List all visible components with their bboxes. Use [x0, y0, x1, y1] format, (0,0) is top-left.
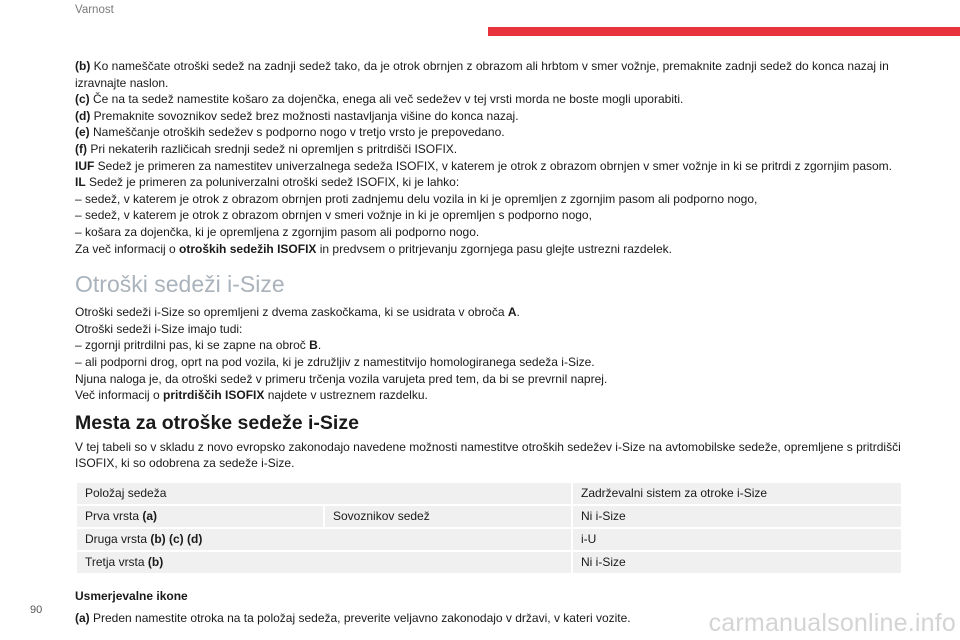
note-f: (f) Pri nekaterih različicah srednji sedež ni opremljen s pritrdišči ISOFIX.	[75, 141, 458, 156]
note-iuf: IUF Sedež je primeren za namestitev univerzalnega sedeža ISOFIX, v katerem je otrok z obrazom obrnjen v smer vožnje in ki se pritrdi z zgornjim pasom.	[75, 158, 893, 173]
section-paragraph: Njuna naloga je, da otroški sedež v primeru trčenja vozila varujeta pred tem, da bi se prevrnil naprej.	[75, 371, 608, 386]
list-item: – sedež, v katerem je otrok z obrazom obrnjen v smeri vožnje in ki je opremljen s podporno nogo,	[75, 207, 903, 224]
list-item: – sedež, v katerem je otrok z obrazom obrnjen proti zadnjemu delu vozila in ki je opremljen z zgornjim pasom ali podporno nogo,	[75, 191, 903, 208]
list-item: – zgornji pritrdilni pas, ki se zapne na obroč B.	[75, 337, 903, 354]
direction-icons-title: Usmerjevalne ikone	[75, 588, 188, 603]
table-cell: Druga vrsta (b) (c) (d)	[76, 528, 572, 551]
section-paragraph: Otroški sedeži i-Size so opremljeni z dvema zaskočkama, ki se usidrata v obroča A.	[75, 305, 520, 320]
page-content	[75, 58, 903, 627]
header-accent-bar	[488, 27, 960, 36]
note-c: (c) Če na ta sedež namestite košaro za dojenčka, enega ali več sedežev v tej vrsti morda ne boste mogli uporabiti.	[75, 92, 684, 107]
table-cell: i-U	[572, 528, 902, 551]
table-cell: Prva vrsta (a)	[76, 505, 324, 528]
note-a: (a) Preden namestite otroka na ta položaj sedeža, preverite veljavno zakonodajo v državi, v kateri vozite.	[75, 611, 631, 626]
note-il: IL Sedež je primeren za poluniverzalni otroški sedež ISOFIX, ki je lahko:	[75, 175, 460, 190]
note-d: (d) Premaknite sovoznikov sedež brez možnosti nastavljanja višine do konca nazaj.	[75, 108, 519, 123]
subsection-title: Mesta za otroške sedeže i-Size	[75, 411, 359, 434]
table-row	[76, 551, 902, 574]
table-cell: Ni i-Size	[572, 551, 902, 574]
section-title: Otroški sedeži i-Size	[75, 271, 285, 298]
list-item: – ali podporni drog, oprt na pod vozila, ki je združljiv z namestitvijo homologiranega sedeža i-Size.	[75, 354, 903, 371]
isize-table	[75, 481, 903, 575]
page-number: 90	[30, 604, 43, 616]
section-paragraph: Otroški sedeži i-Size imajo tudi:	[75, 321, 243, 336]
table-header-cell: Položaj sedeža	[76, 482, 572, 505]
subsection-intro: V tej tabeli so v skladu z novo evropsko zakonodajo navedene možnosti namestitve otroških sedežev i-Size na avtomobilske sedeže, opremljene s pritrdišči ISOFIX, ki so odobrena za sedeže i-Size.	[75, 439, 901, 471]
table-cell: Ni i-Size	[572, 505, 902, 528]
watermark: carmanualsonline.info	[708, 609, 956, 637]
note-e: (e) Nameščanje otroških sedežev s podporno nogo v tretjo vrsto je prepovedano.	[75, 125, 505, 140]
more-info-isofix: Za več informacij o otroških sedežih ISOFIX in predvsem o pritrjevanju zgornjega pasu glejte ustrezni razdelek.	[75, 241, 672, 256]
more-info-anchors: Več informacij o pritrdiščih ISOFIX najdete v ustreznem razdelku.	[75, 388, 428, 403]
list-item: – košara za dojenčka, ki je opremljena z zgornjim pasom ali podporno nogo.	[75, 224, 903, 241]
table-header-cell: Zadrževalni sistem za otroke i-Size	[572, 482, 902, 505]
table-cell: Tretja vrsta (b)	[76, 551, 572, 574]
table-cell: Sovoznikov sedež	[324, 505, 572, 528]
running-header: Varnost	[75, 4, 114, 16]
note-b: (b) Ko nameščate otroški sedež na zadnji sedež tako, da je otrok obrnjen z obrazom ali hrbtom v smer vožnje, premaknite zadnji sedež do konca nazaj in izravnajte naslon.	[75, 59, 889, 90]
table-row	[76, 505, 902, 528]
table-row	[76, 528, 902, 551]
table-header-row	[76, 482, 902, 505]
